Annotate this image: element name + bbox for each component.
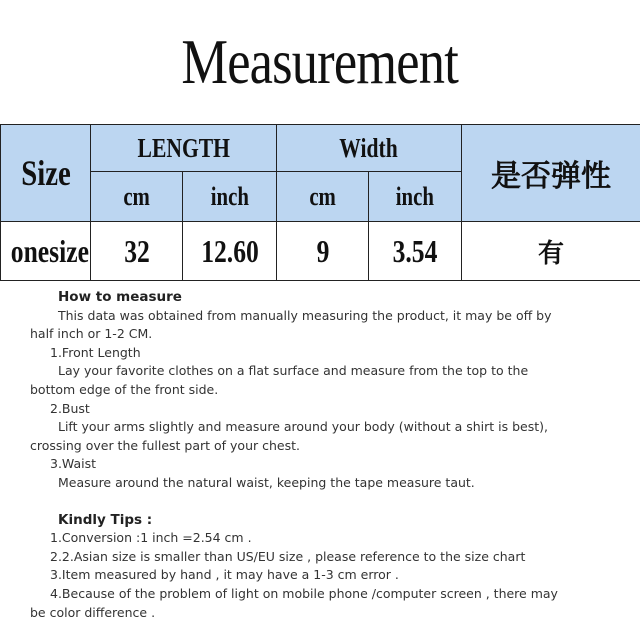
measure-item-text: bottom edge of the front side. — [30, 381, 219, 397]
measure-item-title: 1.Front Length — [50, 344, 141, 360]
instructions-block — [30, 288, 620, 622]
kindly-tips-heading: Kindly Tips : — [58, 511, 153, 528]
length-cm-cell: 32 — [91, 222, 183, 281]
section-spacer — [30, 493, 620, 511]
tip-item: 2.2.Asian size is smaller than US/EU size , please reference to the size chart — [50, 548, 526, 564]
how-to-measure-heading: How to measure — [58, 289, 182, 305]
tip-item: 3.Item measured by hand , it may have a 1-3 cm error . — [50, 567, 399, 583]
length-inch-cell: 12.60 — [183, 222, 277, 281]
table-row — [1, 222, 640, 281]
width-header: Width — [277, 125, 462, 172]
measure-item-title: 2.Bust — [50, 400, 90, 416]
page-title: Measurement — [181, 26, 459, 97]
measure-item-text: crossing over the fullest part of your chest. — [30, 437, 300, 453]
length-cm-unit: cm — [91, 172, 183, 222]
intro-text-line: This data was obtained from manually measuring the product, it may be off by — [58, 307, 552, 323]
size-table — [0, 124, 640, 281]
measure-item-text: Lay your favorite clothes on a flat surface and measure from the top to the — [58, 363, 529, 379]
measure-item-text: Measure around the natural waist, keeping the tape measure taut. — [58, 474, 475, 490]
width-cm-unit: cm — [277, 172, 369, 222]
tip-item: 1.Conversion :1 inch =2.54 cm . — [50, 530, 252, 546]
tip-item-continued: be color difference . — [30, 604, 156, 620]
elastic-cell: 有 — [462, 222, 640, 281]
width-inch-cell: 3.54 — [369, 222, 462, 281]
size-header: Size — [1, 125, 91, 222]
width-inch-unit: inch — [369, 172, 462, 222]
table-header-row — [1, 125, 640, 172]
width-cm-cell: 9 — [277, 222, 369, 281]
tip-item: 4.Because of the problem of light on mobile phone /computer screen , there may — [50, 585, 558, 601]
measure-item-title: 3.Waist — [50, 456, 97, 472]
length-inch-unit: inch — [183, 172, 277, 222]
measure-item-text: Lift your arms slightly and measure around your body (without a shirt is best), — [58, 419, 548, 435]
length-header: LENGTH — [91, 125, 277, 172]
intro-text-line: half inch or 1-2 CM. — [30, 326, 153, 342]
title-band — [0, 0, 640, 124]
elastic-header: 是否弹性 — [462, 125, 640, 222]
size-cell: onesize — [1, 222, 91, 281]
